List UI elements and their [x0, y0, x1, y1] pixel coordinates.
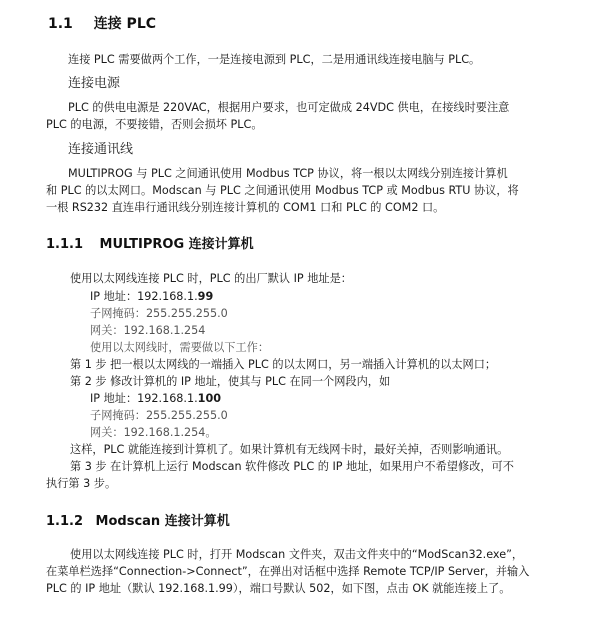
power-subheading: 连接电源 [68, 76, 121, 91]
section-heading-1-1 [48, 13, 156, 33]
power-line-1: PLC 的供电电源是 220VAC，根据用户要求，也可定做成 24VDC 供电，在接线时要注意 [68, 101, 510, 114]
pc-mask-line: 子网掩码：255.255.255.0 [90, 409, 228, 422]
section-heading-1-1-2 [46, 510, 230, 529]
section-number: 1.1 [48, 16, 73, 32]
modscan-line-2: 在菜单栏选择“Connection->Connect”，在弹出对话框中选择 Remote TCP/IP Server，并输入 [46, 565, 530, 578]
comm-line-2: 和 PLC 的以太网口。Modscan 与 PLC 之间通讯使用 Modbus TCP 或 Modbus RTU 协议，将 [46, 184, 519, 197]
step-1: 第 1 步 把一根以太网线的一端插入 PLC 的以太网口，另一端插入计算机的以太网口； [70, 358, 497, 371]
modscan-line-1: 使用以太网线连接 PLC 时，打开 Modscan 文件夹，双击文件夹中的“ModScan32.exe”， [70, 548, 524, 561]
ip-label: IP 地址：192.168.1. [90, 392, 198, 405]
step-3-line-2: 执行第 3 步。 [46, 477, 117, 490]
ip-last-octet: 100 [197, 392, 222, 405]
connected-note: 这样，PLC 就能连接到计算机了。如果计算机有无线网卡时，最好关掉，否则影响通讯。 [70, 443, 509, 456]
power-line-2: PLC 的电源，不要接错，否则会损坏 PLC。 [46, 118, 263, 131]
ip-last-octet: 99 [197, 290, 214, 303]
step-3-line-1: 第 3 步 在计算机上运行 Modscan 软件修改 PLC 的 IP 地址，如果用户不希望修改，可不 [70, 460, 514, 473]
default-mask-line: 子网掩码：255.255.255.0 [90, 307, 228, 320]
pc-gateway-line: 网关：192.168.1.254。 [90, 426, 217, 439]
comm-subheading: 连接通讯线 [68, 142, 134, 157]
intro-paragraph: 连接 PLC 需要做两个工作，一是连接电源到 PLC，二是用通讯线连接电脑与 PLC。 [68, 53, 481, 66]
section-title: Modscan 连接计算机 [95, 514, 230, 529]
default-gateway-line: 网关：192.168.1.254 [90, 324, 206, 337]
comm-line-1: MULTIPROG 与 PLC 之间通讯使用 Modbus TCP 协议，将一根以太网线分别连接计算机 [68, 167, 508, 180]
ethernet-steps-intro: 使用以太网线时，需要做以下工作： [90, 341, 270, 354]
section-title: MULTIPROG 连接计算机 [99, 237, 254, 252]
section-number: 1.1.1 [46, 237, 84, 252]
modscan-line-3: PLC 的 IP 地址（默认 192.168.1.99），端口号默认 502，如下图，点击 OK 就能连接上了。 [46, 582, 511, 595]
step-2: 第 2 步 修改计算机的 IP 地址，使其与 PLC 在同一个网段内，如 [70, 375, 391, 388]
pc-ip-line [90, 390, 221, 406]
comm-line-3: 一根 RS232 直连串行通讯线分别连接计算机的 COM1 口和 PLC 的 COM2 口。 [46, 201, 445, 214]
default-ip-line [90, 288, 213, 304]
section-number: 1.1.2 [46, 514, 84, 529]
ethernet-intro: 使用以太网线连接 PLC 时，PLC 的出厂默认 IP 地址是： [70, 272, 352, 285]
ip-label: IP 地址：192.168.1. [90, 290, 198, 303]
section-title: 连接 PLC [93, 16, 157, 32]
section-heading-1-1-1 [46, 233, 254, 252]
